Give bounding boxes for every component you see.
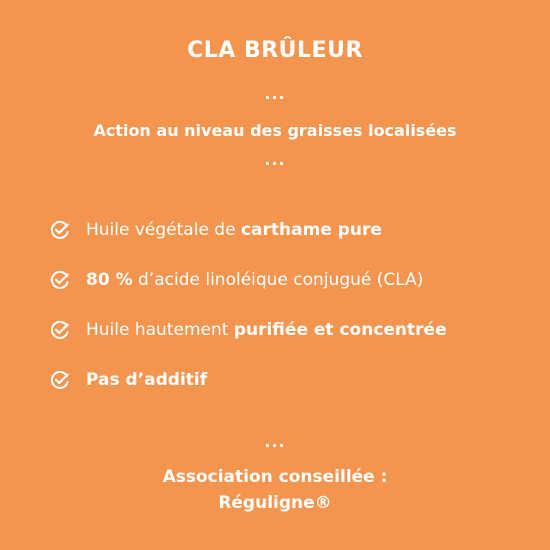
association-label: Association conseillée :	[162, 467, 388, 487]
check-circle-icon	[50, 270, 70, 290]
feature-text: 80 % d’acide linoléique conjugué (CLA)	[86, 270, 424, 290]
feature-text: Huile hautement purifiée et concentrée	[86, 320, 447, 340]
feature-item	[50, 364, 520, 396]
separator-dots: ...	[264, 84, 286, 103]
page-title: CLA BRÛLEUR	[187, 38, 363, 63]
subtitle: Action au niveau des graisses localisées	[93, 121, 457, 140]
feature-text: Pas d’additif	[86, 370, 208, 390]
check-circle-icon	[50, 320, 70, 340]
check-circle-icon	[50, 370, 70, 390]
feature-item	[50, 214, 520, 246]
feature-text: Huile végétale de carthame pure	[86, 220, 382, 240]
feature-item	[50, 314, 520, 346]
association-product: Réguligne®	[218, 493, 332, 513]
separator-dots: ...	[264, 432, 286, 451]
association-block	[0, 464, 550, 516]
feature-list	[50, 214, 520, 414]
separator-dots: ...	[264, 150, 286, 169]
feature-item	[50, 264, 520, 296]
check-circle-icon	[50, 220, 70, 240]
